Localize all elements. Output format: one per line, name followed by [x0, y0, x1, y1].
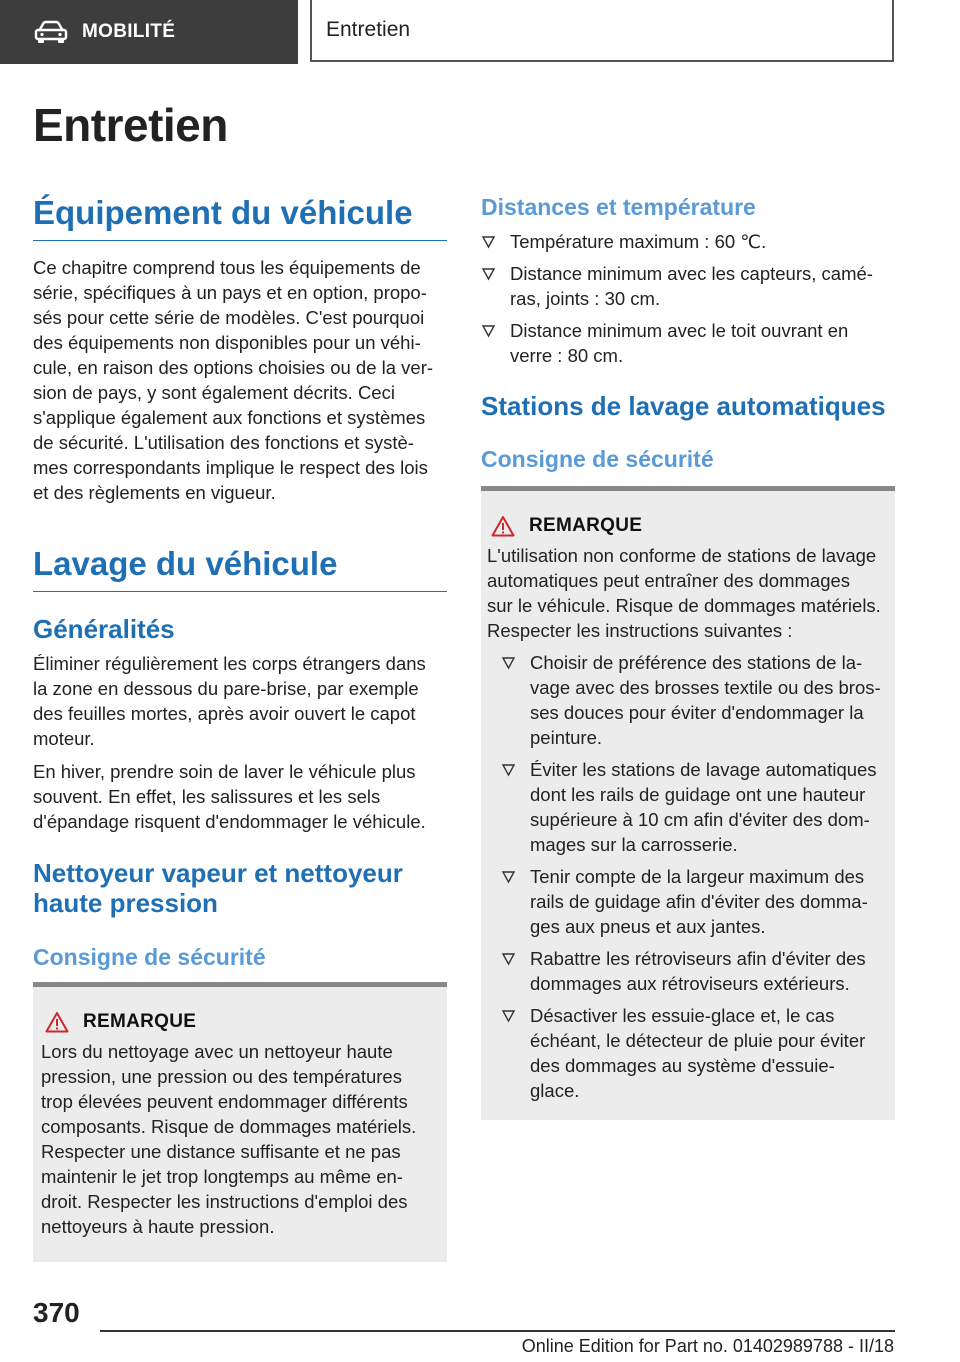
list-item: Éviter les stations de lavage automatiques dont les rails de guidage ont une hauteur supérieure à 10 cm afin d'éviter des dom- mages sur la carrosserie.: [501, 757, 887, 857]
steam-heading: Nettoyeur vapeur et nettoyeur haute pression: [33, 858, 403, 918]
stations-list: [501, 650, 887, 1103]
washing-heading: Lavage du véhicule: [33, 545, 447, 592]
list-item: Distance minimum avec le toit ouvrant en verre : 80 cm.: [481, 318, 895, 368]
warning-triangle-icon: [45, 1011, 69, 1033]
list-item: Distance minimum avec les capteurs, camé- ras, joints : 30 cm.: [481, 261, 895, 311]
triangle-bullet-icon: [501, 1003, 517, 1028]
triangle-bullet-icon: [481, 261, 497, 286]
list-item: Température maximum : 60 ℃.: [481, 229, 895, 254]
distances-list: [481, 229, 895, 375]
page-title: Entretien: [33, 99, 228, 151]
triangle-bullet-icon: [481, 229, 497, 254]
notice-title: REMARQUE: [83, 1011, 197, 1032]
triangle-bullet-icon: [501, 650, 517, 675]
footer-divider: [100, 1330, 895, 1332]
equipment-paragraph: Ce chapitre comprend tous les équipements de série, spécifiques à un pays et en option, propo- sés pour cette série de modèles. C'est pourquoi des équipements non disponibles pour un véhi- cule, en raison des options choisies ou de la ver- sion de pays, y sont également décrits. Ceci s'applique également aux fonctions et systèmes de sécurité. L'utilisation des fonctions et systè- mes correspondants implique le respect des lois et des règlements en vigueur.: [33, 257, 434, 503]
list-item: Choisir de préférence des stations de la- vage avec des brosses textile ou des bros- ses douces pour éviter d'endommager la peinture.: [501, 650, 887, 750]
triangle-bullet-icon: [481, 318, 497, 343]
list-item: Désactiver les essuie-glace et, le cas échéant, le détecteur de pluie pour éviter des dommages au système d'essuie- glace.: [501, 1003, 887, 1103]
triangle-bullet-icon: [501, 864, 517, 889]
list-item: Tenir compte de la largeur maximum des rails de guidage afin d'éviter des domma- ges aux pneus et aux jantes.: [501, 864, 887, 939]
triangle-bullet-icon: [501, 946, 517, 971]
safety-heading-left: Consigne de sécurité: [33, 944, 266, 970]
section-tab[interactable]: [0, 0, 298, 64]
page-number: 370: [33, 1297, 80, 1328]
chapter-label: Entretien: [326, 18, 411, 41]
safety-heading-right: Consigne de sécurité: [481, 446, 714, 472]
triangle-bullet-icon: [501, 757, 517, 782]
section-label: MOBILITÉ: [82, 21, 176, 42]
distances-heading: Distances et température: [481, 194, 756, 220]
general-paragraph-2: En hiver, prendre soin de laver le véhicule plus souvent. En effet, les salissures et les sels d'épandage risquent d'endommager le véhicule.: [33, 761, 426, 832]
stations-heading: Stations de lavage automatiques: [481, 391, 886, 421]
general-paragraph-1: Éliminer régulièrement les corps étrangers dans la zone en dessous du pare-brise, par exemple des feuilles mortes, après avoir ouvert le capot moteur.: [33, 653, 426, 749]
equipment-heading: Équipement du véhicule: [33, 194, 447, 241]
page-header: [0, 0, 960, 66]
chapter-tab[interactable]: [310, 0, 894, 62]
warning-triangle-icon: [491, 515, 515, 537]
general-heading: Généralités: [33, 614, 175, 644]
notice-title: REMARQUE: [529, 515, 643, 536]
list-item: Rabattre les rétroviseurs afin d'éviter des dommages aux rétroviseurs extérieurs.: [501, 946, 887, 996]
car-icon: [34, 20, 68, 44]
notice-box-left: REMARQUE Lors du nettoyage avec un nettoyeur haute pression, une pression ou des températures trop élevées peuvent endommager différents composants. Risque de dommages matériels. Respecter une distance suffisante et ne pas maintenir le jet trop longtemps au même en- droit. Respecter les instructions d'emploi des nettoyeurs à haute pression.: [33, 982, 447, 1262]
edition-info: Online Edition for Part no. 01402989788 - II/18: [521, 1336, 894, 1356]
notice-box-right: REMARQUE L'utilisation non conforme de stations de lavage automatiques peut entraîner des dommages sur le véhicule. Risque de dommages matériels. Respecter les instructions suivantes : Choisir de préférence des stations de la- vage avec des brosses textile ou des bros- ses douces pour éviter d'endommager la peinture. Éviter les stations de lavage automatiques dont les rails de guidage ont une hauteur supérieure à 10 cm afin d'éviter des dom- mages sur la carrosserie. Tenir compte de la largeur maximum des rails de guidage afin d'éviter des domma- ges aux pneus et aux jantes. Rabattre les rétroviseurs afin d'éviter des dommages aux rétroviseurs extérieurs. Désactiver les essuie-glace et, le cas échéant, le détecteur de pluie pour éviter des dommages au système d'essuie- glace.: [481, 486, 895, 1120]
